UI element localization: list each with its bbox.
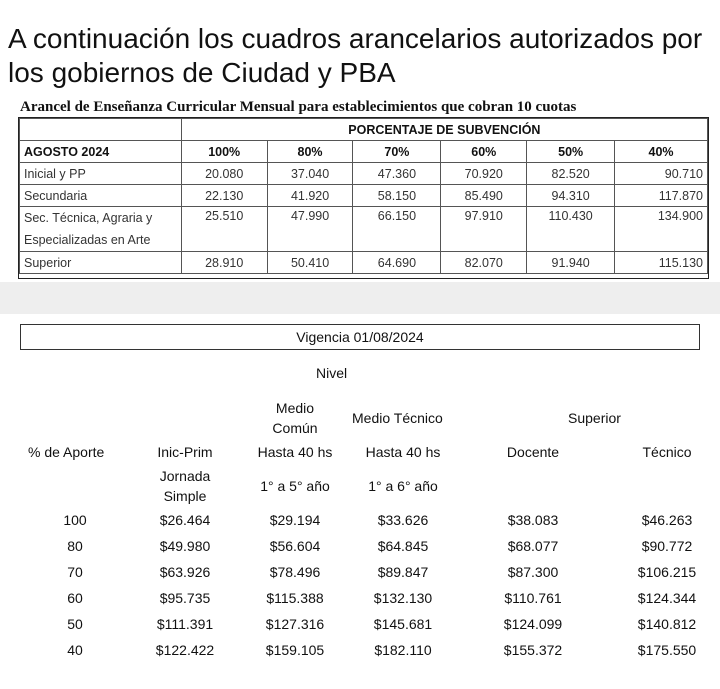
jornada-line2: Simple (163, 488, 207, 504)
table1-grid (19, 118, 708, 274)
mt-anio: 1° a 6° año (368, 478, 438, 494)
row-label-line2: Especializadas en Arte (24, 233, 151, 247)
table1-title: Arancel de Enseñanza Curricular Mensual para establecimientos que cobran 10 cuotas (20, 99, 577, 115)
table1-col-header: 70% (353, 141, 441, 163)
table1-group-header: PORCENTAJE DE SUBVENCIÓN (181, 119, 707, 141)
table1 (18, 117, 709, 279)
jornada-line1: Jornada (159, 468, 211, 484)
cell-value: 97.910 (441, 207, 527, 252)
price-value: $33.626 (377, 512, 429, 528)
price-value: $175.550 (637, 642, 697, 658)
table-row (20, 207, 708, 252)
price-value: $38.083 (507, 512, 559, 528)
price-value: $106.215 (637, 564, 697, 580)
price-value: $122.422 (155, 642, 215, 658)
price-value: $145.681 (373, 616, 433, 632)
cell-value: 70.920 (441, 163, 527, 185)
table2 (0, 314, 720, 689)
table1-col-header: 60% (441, 141, 527, 163)
aporte-value: 80 (67, 538, 83, 554)
price-value: $89.847 (377, 564, 429, 580)
table1-col-header: 40% (615, 141, 708, 163)
price-value: $64.845 (377, 538, 429, 554)
aporte-value: 40 (67, 642, 83, 658)
table1-col-header: 50% (527, 141, 615, 163)
headline: A continuación los cuadros arancelarios autorizados por los gobiernos de Ciudad y PBA (8, 23, 703, 88)
cell-value: 90.710 (615, 163, 708, 185)
vigencia-box: Vigencia 01/08/2024 (20, 324, 700, 350)
row-label: Inicial y PP (20, 163, 182, 185)
price-value: $87.300 (507, 564, 559, 580)
cell-value: 82.070 (441, 252, 527, 274)
aporte-value: 70 (67, 564, 83, 580)
cell-value: 134.900 (615, 207, 708, 252)
price-value: $26.464 (159, 512, 211, 528)
price-value: $124.099 (503, 616, 563, 632)
col-tecnico: Técnico (642, 444, 692, 460)
price-value: $95.735 (159, 590, 211, 606)
medio-comun-line2: Común (272, 420, 318, 436)
cell-value: 117.870 (615, 185, 708, 207)
row-label (20, 207, 182, 252)
nivel-label: Nivel (316, 365, 348, 381)
price-value: $68.077 (507, 538, 559, 554)
price-value: $46.263 (641, 512, 693, 528)
table1-empty-cell (20, 119, 182, 141)
row-label: Superior (20, 252, 182, 274)
cell-value: 91.940 (527, 252, 615, 274)
cell-value: 50.410 (267, 252, 353, 274)
col-mc-hasta: Hasta 40 hs (257, 444, 333, 460)
price-value: $159.105 (265, 642, 325, 658)
price-value: $110.761 (504, 590, 562, 606)
cell-value: 47.990 (267, 207, 353, 252)
table-row (20, 163, 708, 185)
cell-value: 115.130 (615, 252, 708, 274)
table1-col-header: 80% (267, 141, 353, 163)
mc-anio: 1° a 5° año (260, 478, 330, 494)
medio-tecnico-label: Medio Técnico (352, 410, 443, 426)
price-value: $140.812 (637, 616, 697, 632)
cell-value: 110.430 (527, 207, 615, 252)
table-row (20, 252, 708, 274)
col-aporte: % de Aporte (28, 444, 105, 460)
row-label-line1: Sec. Técnica, Agraria y (24, 211, 153, 225)
table1-col-header: 100% (181, 141, 267, 163)
cell-value: 94.310 (527, 185, 615, 207)
price-value: $127.316 (265, 616, 325, 632)
cell-value: 25.510 (181, 207, 267, 252)
col-inic-prim: Inic-Prim (157, 444, 213, 460)
medio-comun-line1: Medio (275, 400, 315, 416)
price-value: $90.772 (641, 538, 693, 554)
aporte-value: 60 (67, 590, 83, 606)
price-value: $49.980 (159, 538, 211, 554)
price-value: $29.194 (269, 512, 321, 528)
aporte-value: 100 (63, 512, 87, 528)
price-value: $63.926 (159, 564, 211, 580)
price-value: $78.496 (269, 564, 321, 580)
price-value: $111.391 (156, 616, 214, 632)
price-value: $155.372 (503, 642, 563, 658)
cell-value: 20.080 (181, 163, 267, 185)
cell-value: 41.920 (267, 185, 353, 207)
col-docente: Docente (506, 444, 560, 460)
cell-value: 64.690 (353, 252, 441, 274)
price-value: $56.604 (269, 538, 321, 554)
row-label: Secundaria (20, 185, 182, 207)
price-value: $182.110 (374, 642, 432, 658)
col-mt-hasta: Hasta 40 hs (365, 444, 441, 460)
superior-label: Superior (568, 410, 621, 426)
price-value: $124.344 (637, 590, 697, 606)
table1-corner-label: AGOSTO 2024 (20, 141, 182, 163)
cell-value: 37.040 (267, 163, 353, 185)
price-value: $132.130 (373, 590, 433, 606)
cell-value: 66.150 (353, 207, 441, 252)
price-value: $115.388 (266, 590, 324, 606)
cell-value: 47.360 (353, 163, 441, 185)
cell-value: 58.150 (353, 185, 441, 207)
aporte-value: 50 (67, 616, 83, 632)
separator-band (0, 282, 720, 314)
table-row (20, 185, 708, 207)
cell-value: 82.520 (527, 163, 615, 185)
cell-value: 85.490 (441, 185, 527, 207)
cell-value: 22.130 (181, 185, 267, 207)
cell-value: 28.910 (181, 252, 267, 274)
